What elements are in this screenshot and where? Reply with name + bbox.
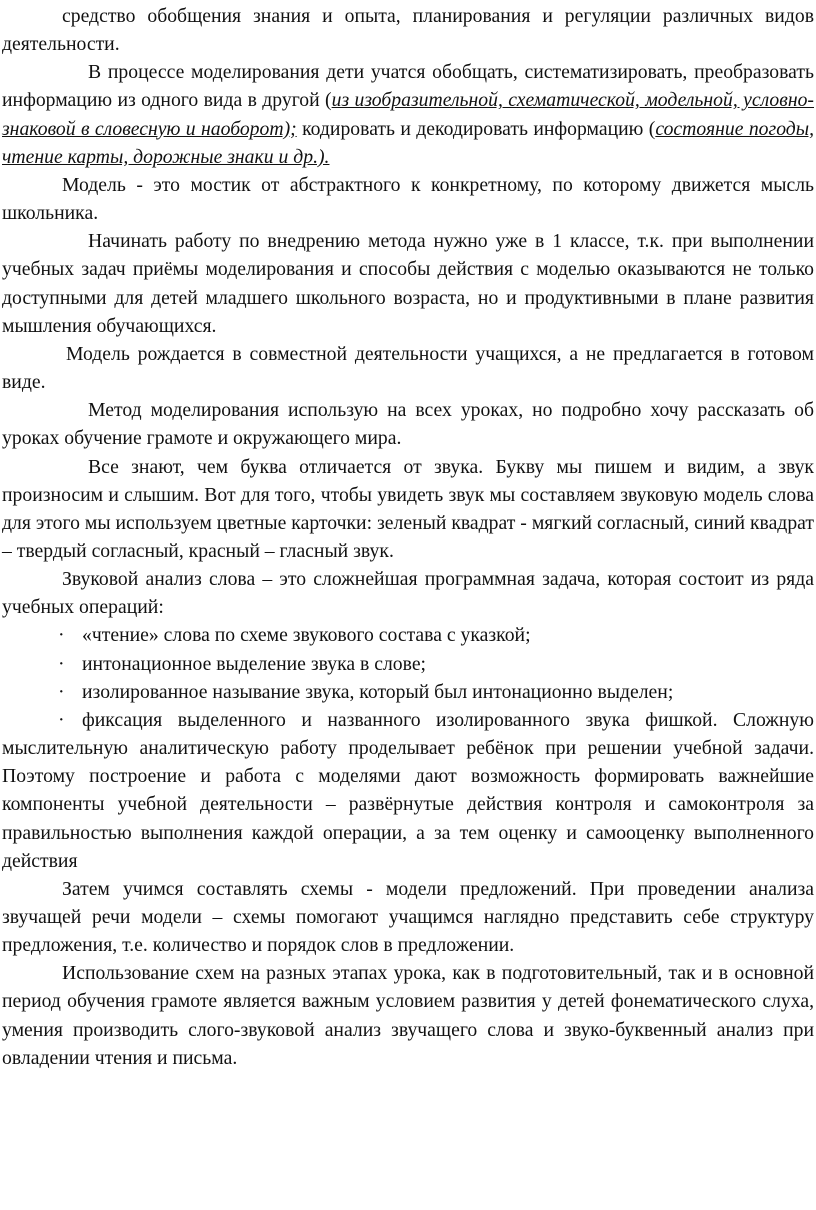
paragraph-text: кодировать и декодировать информацию ( [296, 117, 656, 140]
bullet-marker: · [58, 652, 65, 675]
paragraph-sentence-schemes: Затем учимся составлять схемы - модели предложений. При проведении анализа звучащей речи модели – схемы помогают учащимся наглядно представить себе структуру предложения, т.е. количество и порядок слов в предложении. [2, 877, 814, 957]
bullet-marker: · [58, 708, 65, 731]
list-item-text: изолированное называние звука, который был интонационно выделен; [82, 680, 674, 703]
bullet-marker: · [58, 624, 65, 647]
paragraph-scheme-usage: Использование схем на разных этапах урока, как в подготовительный, так и в основной период обучения грамоте является важным условием развития у детей фонематического слуха, умения производить слого-звуковой анализ звучащего слова и звуко-буквенный анализ при овладении чтения и письма. [2, 962, 814, 1069]
paragraph-letter-sound: Все знают, чем буква отличается от звука. Букву мы пишем и видим, а звук произносим и слышим. Вот для того, чтобы увидеть звук мы составляем звуковую модель слова для этого мы используем цветные карточки: зеленый квадрат - мягкий согласный, синий квадрат – твердый согласный, красный – гласный звук. [2, 455, 814, 562]
list-item [2, 650, 814, 678]
bullet-marker: · [58, 680, 65, 703]
emphasis-examples: состояние погоды, чтение карты, дорожные знаки и др.). [2, 117, 814, 168]
paragraph-method-lessons: Метод моделирования использую на всех уроках, но подробно хочу рассказать об уроках обучение грамоте и окружающего мира. [2, 399, 814, 450]
paragraph-first-grade: Начинать работу по внедрению метода нужно уже в 1 классе, т.к. при выполнении учебных задач приёмы моделирования и способы действия с моделью оказываются не только доступными для детей младшего школьного возраста, но и продуктивными в плане развития мышления обучающихся. [2, 230, 814, 337]
list-item-text: фиксация выделенного и названного изолированного звука фишкой. Сложную мыслительную аналитическую работу проделывает ребёнок при решении учебной задачи. Поэтому построение и работа с моделями дают возможность формировать важнейшие компоненты учебной деятельности – развёрнутые действия контроля и самоконтроля за правильностью выполнения каждой операции, а за тем оценку и самооценку выполненного действия [2, 708, 814, 872]
paragraph-model-born: Модель рождается в совместной деятельности учащихся, а не предлагается в готовом виде. [2, 342, 814, 394]
emphasis-conversion-types: из изобразительной, схематической, модельной, условно-знаковой в словесную и наоборот); [2, 89, 814, 140]
list-item-text: «чтение» слова по схеме звукового состава с указкой; [82, 624, 531, 647]
paragraph-text: В процессе моделирования дети учатся обобщать, систематизировать, преобразовать информацию из одного вида в другой ( [2, 61, 814, 112]
paragraph-modeling-process [2, 58, 814, 171]
list-item [2, 678, 814, 706]
list-item [2, 706, 814, 875]
paragraph-sound-analysis: Звуковой анализ слова – это сложнейшая программная задача, которая состоит из ряда учебных операций: [2, 568, 814, 619]
list-item [2, 621, 814, 649]
paragraph-model-bridge: Модель - это мостик от абстрактного к конкретному, по которому движется мысль школьника. [2, 173, 814, 225]
list-item-text: интонационное выделение звука в слове; [82, 652, 427, 675]
paragraph-continuation: средство обобщения знания и опыта, планирования и регуляции различных видов деятельности. [2, 5, 814, 56]
